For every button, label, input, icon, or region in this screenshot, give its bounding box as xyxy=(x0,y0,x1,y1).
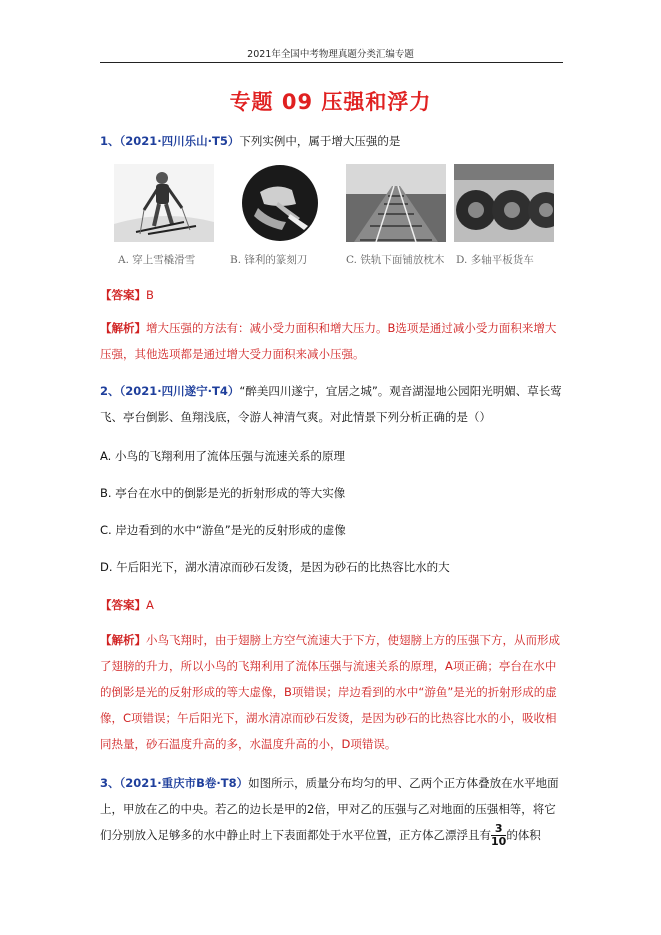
analysis-text: 增大压强的方法有：减小受力面积和增大压力。B选项是通过减小受力面积来增大压强，其他选项都是通过增大受力面积来减小压强。 xyxy=(100,321,557,361)
question-2-option-a: A. 小鸟的飞翔利用了流体压强与流速关系的原理 xyxy=(100,449,345,463)
question-1-number: 1、 xyxy=(100,134,120,148)
option-a-caption: A. 穿上雪橇滑雪 xyxy=(118,254,196,266)
question-1-source: （2021·四川乐山·T5） xyxy=(119,134,240,148)
question-1-text: 下列实例中，属于增大压强的是 xyxy=(239,134,401,148)
analysis-label: 【解析】 xyxy=(100,633,146,647)
option-b-caption: B. 锋利的篆刻刀 xyxy=(230,254,308,266)
question-1-images xyxy=(114,164,554,272)
answer-label: 【答案】 xyxy=(100,598,146,612)
question-3-text-end: 的体积 xyxy=(506,828,541,842)
analysis-label: 【解析】 xyxy=(100,321,146,335)
analysis-text: 小鸟飞翔时，由于翅膀上方空气流速大于下方，使翅膀上方的压强下方，从而形成了翅膀的升力，所以小鸟的飞翔利用了流体压强与流速关系的原理，A项正确；亭台在水中的倒影是光的反射形成的等大虚像，B项错误；岸边看到的水中“游鱼”是光的折射形成的虚像，C项错误；午后阳光下，湖水清凉而砂石发烫，是因为砂石的比热容比水的小，吸收相同热量，砂石温度升高的多，水温度升高的小，D项错误。 xyxy=(100,633,560,751)
fraction-numerator: 3 xyxy=(491,823,506,836)
question-1 xyxy=(100,128,562,154)
question-2 xyxy=(100,378,562,430)
question-3 xyxy=(100,770,562,848)
skier-image xyxy=(114,164,214,242)
question-1-analysis xyxy=(100,315,564,367)
header-rule xyxy=(100,62,563,63)
question-2-number: 2、 xyxy=(100,384,120,398)
option-c-caption: C. 铁轨下面铺放枕木 xyxy=(346,254,445,266)
question-3-number: 3、 xyxy=(100,776,120,790)
fraction-three-tenths xyxy=(491,823,506,848)
question-2-analysis xyxy=(100,627,564,757)
truck-wheels-image xyxy=(454,164,554,242)
answer-value: B xyxy=(146,288,154,302)
answer-label: 【答案】 xyxy=(100,288,146,302)
question-2-source: （2021·四川遂宁·T4） xyxy=(119,384,240,398)
fraction-denominator: 10 xyxy=(491,835,507,848)
question-2-option-c: C. 岸边看到的水中“游鱼”是光的反射形成的虚像 xyxy=(100,523,346,537)
question-1-answer xyxy=(100,287,154,303)
question-2-option-b: B. 亭台在水中的倒影是光的折射形成的等大实像 xyxy=(100,486,346,500)
page-title: 专题 09 压强和浮力 xyxy=(229,90,432,114)
question-2-text: “醉美四川遂宁，宜居之城”。观音湖湿地公园阳光明媚、草长莺飞、亭台倒影、鱼翔浅底，令游人神清气爽。对此情景下列分析正确的是（） xyxy=(100,384,562,424)
railway-track-image xyxy=(346,164,446,242)
page-header: 2021年全国中考物理真题分类汇编专题 xyxy=(247,49,414,60)
question-3-text: 如图所示，质量分布均匀的甲、乙两个正方体叠放在水平地面上，甲放在乙的中央。若乙的边长是甲的2倍，甲对乙的压强与乙对地面的压强相等，将它们分别放入足够多的水中静止时上下表面都处于水平位置，正方体乙漂浮且有 xyxy=(100,776,559,842)
question-2-option-d: D. 午后阳光下，湖水清凉而砂石发烫，是因为砂石的比热容比水的大 xyxy=(100,560,450,574)
answer-value: A xyxy=(146,598,154,612)
question-3-source: （2021·重庆市B卷·T8） xyxy=(119,776,249,790)
option-d-caption: D. 多轴平板货车 xyxy=(456,254,534,266)
carving-knife-image xyxy=(230,164,330,242)
question-2-answer xyxy=(100,597,154,613)
